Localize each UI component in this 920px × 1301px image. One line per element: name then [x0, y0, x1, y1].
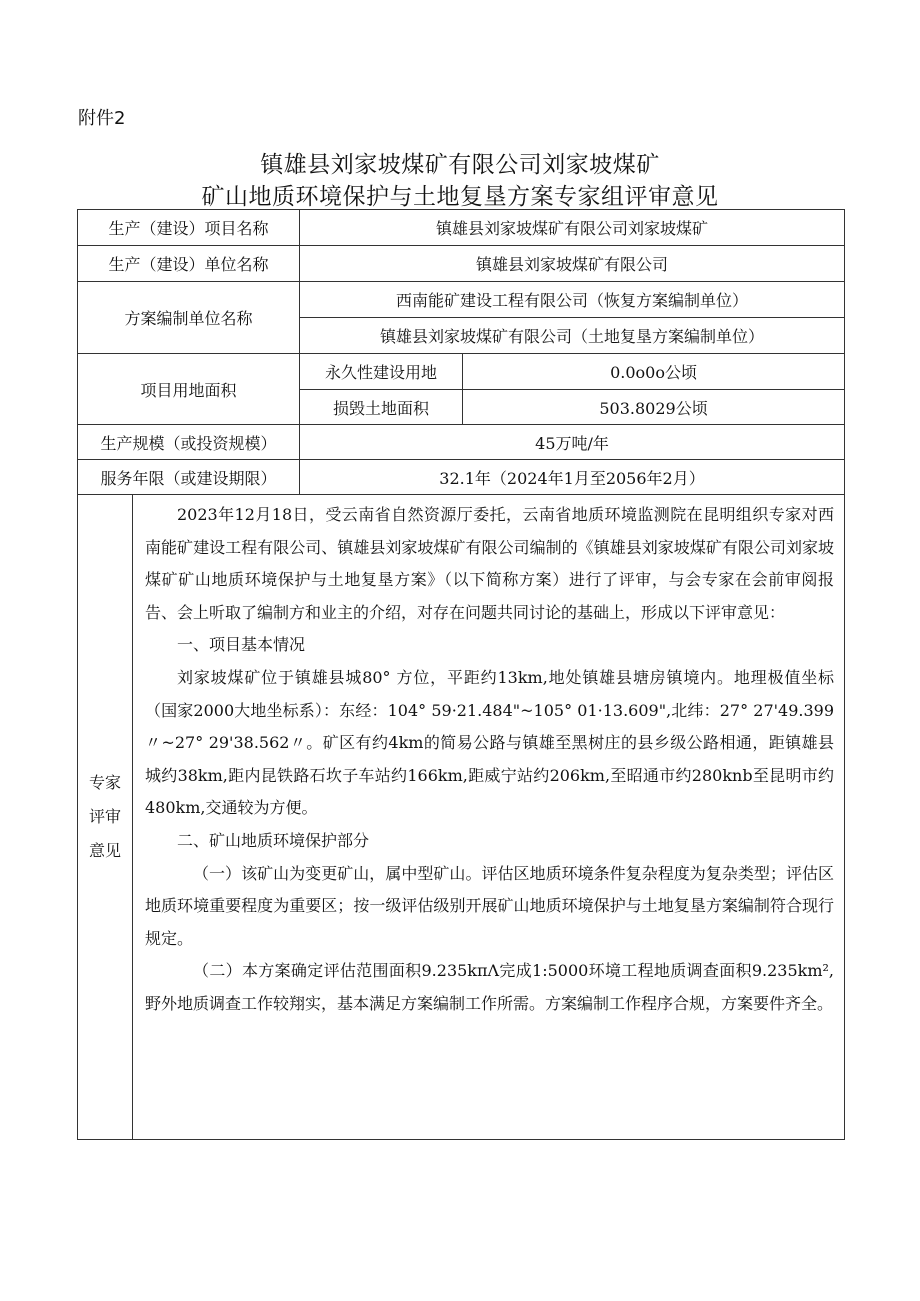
review-table [77, 209, 845, 1140]
opinion-heading-basic-info: 一、项目基本情况 [177, 635, 306, 655]
permanent-land-label: 永久性建设用地 [300, 354, 463, 390]
document-title-line2: 矿山地质环境保护与土地复垦方案专家组评审意见 [201, 184, 719, 210]
opinion-paragraph-item2: （二）本方案确定评估范围面积9.235kπΛ完成1:5000环境工程地质调查面积9.235km²,野外地质调查工作较翔实，基本满足方案编制工作所需。方案编制工作程序合规，方案要件齐全。 [145, 961, 835, 1013]
plan-unit-label: 方案编制单位名称 [78, 282, 300, 354]
plan-unit-value-restoration: 西南能矿建设工程有限公司（恢复方案编制单位） [300, 282, 845, 318]
unit-name-label: 生产（建设）单位名称 [78, 246, 300, 282]
opinion-paragraph-item1: （一）该矿山为变更矿山，属中型矿山。评估区地质环境条件复杂程度为复杂类型；评估区地质环境重要程度为重要区；按一级评估级别开展矿山地质环境保护与土地复垦方案编制符合现行规定。 [145, 863, 835, 948]
service-life-label: 服务年限（或建设期限） [78, 460, 300, 495]
plan-unit-value-reclamation: 镇雄县刘家坡煤矿有限公司（土地复垦方案编制单位） [300, 318, 845, 354]
damaged-land-value: 503.8029公顷 [463, 390, 845, 425]
project-name-label: 生产（建设）项目名称 [78, 210, 300, 246]
damaged-land-label: 损毁土地面积 [300, 390, 463, 425]
attachment-label: 附件2 [78, 108, 126, 129]
permanent-land-value: 0.0o0o公顷 [463, 354, 845, 390]
expert-label-line1: 专家 [88, 773, 121, 792]
expert-opinion-label [78, 495, 133, 1140]
expert-label-line3: 意见 [88, 841, 121, 860]
production-scale-label: 生产规模（或投资规模） [78, 425, 300, 460]
opinion-paragraph-location: 刘家坡煤矿位于镇雄县城80° 方位，平距约13km,地处镇雄县塘房镇境内。地理极值坐标（国家2000大地坐标系）：东经：104° 59·21.484"~105° 01·13.609",北纬：27° 27'49.399〃~27° 29'38.562〃。矿区有约4km的简易公路与镇雄至黑树庄的县乡级公路相通，距镇雄县城约38km,距内昆铁路石坎子车站约166km,距威宁站约206km,至昭通市约280knb至昆明市约480km,交通较为方便。 [145, 667, 835, 818]
opinion-paragraph-intro: 2023年12月18日，受云南省自然资源厅委托，云南省地质环境监测院在昆明组织专家对西南能矿建设工程有限公司、镇雄县刘家坡煤矿有限公司编制的《镇雄县刘家坡煤矿有限公司刘家坡煤矿矿山地质环境保护与土地复垦方案》（以下简称方案）进行了评审，与会专家在会前审阅报告、会上听取了编制方和业主的介绍，对存在问题共同讨论的基础上，形成以下评审意见： [145, 505, 835, 622]
expert-opinion-body [133, 495, 845, 1140]
production-scale-value: 45万吨/年 [300, 425, 845, 460]
expert-label-line2: 评审 [88, 807, 121, 826]
document-title-line1: 镇雄县刘家坡煤矿有限公司刘家坡煤矿 [260, 152, 660, 178]
opinion-heading-geo-env: 二、矿山地质环境保护部分 [177, 830, 370, 850]
project-name-value: 镇雄县刘家坡煤矿有限公司刘家坡煤矿 [300, 210, 845, 246]
land-area-label: 项目用地面积 [78, 354, 300, 425]
unit-name-value: 镇雄县刘家坡煤矿有限公司 [300, 246, 845, 282]
service-life-value: 32.1年（2024年1月至2056年2月） [300, 460, 845, 495]
